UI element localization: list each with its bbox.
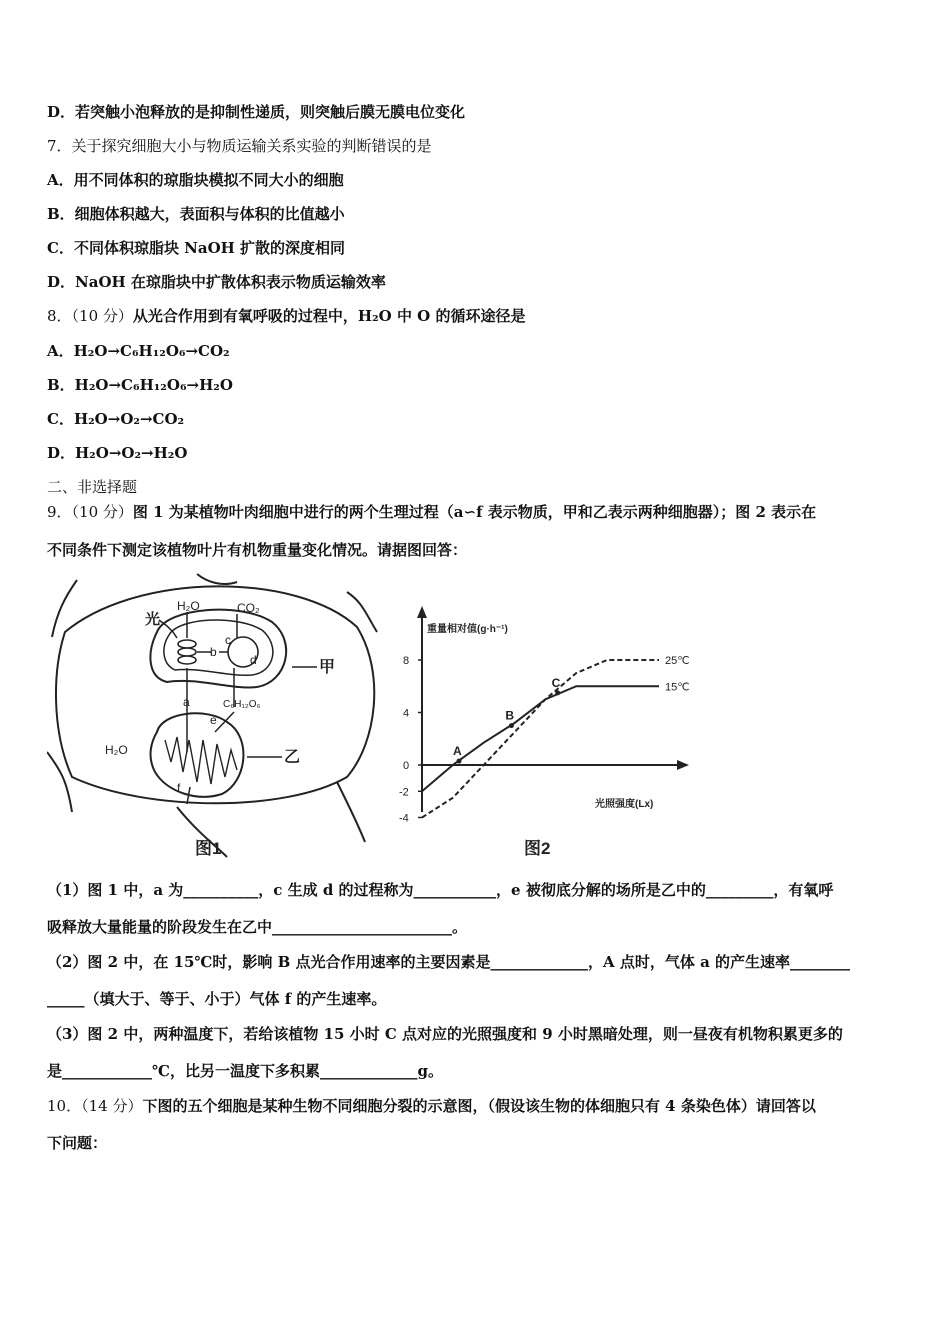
cell-wall — [56, 586, 374, 803]
point-marker-a — [457, 759, 462, 764]
point-label-c: C — [551, 675, 561, 690]
mitochondrion-cristae — [165, 737, 237, 784]
x-axis-arrow — [677, 760, 689, 770]
q9-stem-line1: 图 1 为某植物叶肉细胞中进行的两个生理过程（a∽f 表示物质，甲和乙表示两种细胞器）；图 2 表示在 — [132, 503, 817, 521]
fig2-chart — [399, 606, 690, 858]
q9-part3-line2: 是____________℃，比另一温度下多积累_____________g。 — [47, 1062, 443, 1080]
fig1-label-h2o-left: H₂O — [105, 743, 128, 757]
y-tick-label: -2 — [399, 786, 409, 799]
q7-option-d: D．NaOH 在琼脂块中扩散体积表示物质运输效率 — [47, 273, 386, 291]
grana-stack — [178, 640, 196, 664]
neighbor-wall-top — [52, 580, 77, 637]
q10-stem-line2: 下问题： — [47, 1134, 108, 1152]
series-line-15c — [422, 686, 659, 791]
section-title: 二、非选择题 — [47, 478, 138, 496]
q6-option-d: D．若突触小泡释放的是抑制性递质，则突触后膜无膜电位变化 — [47, 103, 466, 121]
fig1-label-f: f — [177, 781, 181, 795]
q7-option-c: C．不同体积琼脂块 NaOH 扩散的深度相同 — [47, 239, 346, 257]
q10-number: 10．（14 分） — [47, 1097, 143, 1115]
q7-option-a: A．用不同体积的琼脂块模拟不同大小的细胞 — [47, 171, 344, 189]
y-tick-label: 0 — [403, 760, 410, 772]
neighbor-wall-top2 — [197, 574, 237, 584]
q9-part2-line1: （2）图 2 中，在 15℃时，影响 B 点光合作用速率的主要因素是_____________，A 点时，气体 a 的产生速率________ — [47, 953, 851, 971]
fig1-label-co2: CO₂ — [237, 601, 260, 615]
chloroplast — [150, 610, 286, 688]
series-line-25c — [422, 660, 659, 818]
fig1-label-yi: 乙 — [284, 749, 301, 766]
q7-stem: 7．关于探究细胞大小与物质运输关系实验的判断错误的是 — [47, 137, 432, 155]
q8-option-b: B．H₂O→C₆H₁₂O₆→H₂O — [47, 376, 233, 394]
x-axis-label: 光照强度(Lx) — [595, 799, 654, 810]
q9-stem-line2: 不同条件下测定该植物叶片有机物重量变化情况。请据图回答： — [47, 541, 468, 559]
fig1-label-c: c — [225, 633, 231, 647]
y-axis-label: 重量相对值(g·h⁻¹) — [427, 624, 508, 635]
fig1-label-a: a — [183, 695, 190, 709]
q8-option-a: A．H₂O→C₆H₁₂O₆→CO₂ — [47, 342, 230, 360]
y-tick-label: 4 — [403, 707, 410, 720]
fig1-label-e: e — [210, 713, 217, 727]
fig1-label-jia: 甲 — [319, 659, 336, 676]
fig1-label-glucose: C₆H₁₂O₆ — [223, 699, 261, 710]
y-tick-label: 8 — [403, 655, 410, 667]
fig1-label-b: b — [210, 645, 217, 659]
q9-part1-line1: （1）图 1 中，a 为__________，c 生成 d 的过程称为___________，e 被彻底分解的场所是乙中的_________，有氧呼 — [47, 881, 834, 899]
point-label-b: B — [505, 708, 515, 723]
fig1-label-h2o-top: H₂O — [177, 599, 200, 613]
q10-stem-line1: 下图的五个细胞是某种生物不同细胞分裂的示意图，（假设该生物的体细胞只有 4 条染色体）请回答以 — [142, 1097, 816, 1115]
q9-figure — [47, 572, 707, 862]
fig1-label-light: 光 — [145, 611, 161, 628]
series-label: 15℃ — [665, 681, 690, 694]
q9-part3-line1: （3）图 2 中，两种温度下，若给该植物 15 小时 C 点对应的光照强度和 9 小时黑暗处理，则一昼夜有机物积累更多的 — [47, 1025, 843, 1043]
fig1-label-d: d — [250, 653, 257, 667]
neighbor-wall-left — [47, 752, 72, 812]
q9-header — [47, 502, 816, 522]
y-axis-arrow — [417, 606, 427, 618]
fig2-caption: 图2 — [524, 839, 551, 858]
q10-header — [47, 1096, 816, 1116]
point-label-a: A — [453, 744, 462, 759]
q8-stem: 从光合作用到有氧呼吸的过程中，H₂O 中 O 的循环途径是 — [132, 307, 526, 325]
y-tick-label: -4 — [399, 812, 409, 825]
q7-option-b: B．细胞体积越大，表面积与体积的比值越小 — [47, 205, 345, 223]
fig1-caption: 图1 — [195, 839, 222, 858]
q8-option-c: C．H₂O→O₂→CO₂ — [47, 410, 185, 428]
q9-part2-line2: _____（填大于、等于、小于）气体 f 的产生速率。 — [47, 990, 387, 1008]
q8-header — [47, 306, 525, 326]
point-marker-c — [555, 690, 560, 695]
q9-part1-line2: 吸释放大量能量的阶段发生在乙中________________________。 — [47, 918, 468, 936]
neighbor-wall-right — [347, 592, 377, 632]
point-marker-b — [509, 723, 514, 728]
neighbor-wall-br — [337, 782, 365, 842]
q9-number: 9．（10 分） — [47, 503, 133, 521]
q8-number: 8．（10 分） — [47, 307, 133, 325]
series-label: 25℃ — [665, 655, 690, 667]
q8-option-d: D．H₂O→O₂→H₂O — [47, 444, 188, 462]
